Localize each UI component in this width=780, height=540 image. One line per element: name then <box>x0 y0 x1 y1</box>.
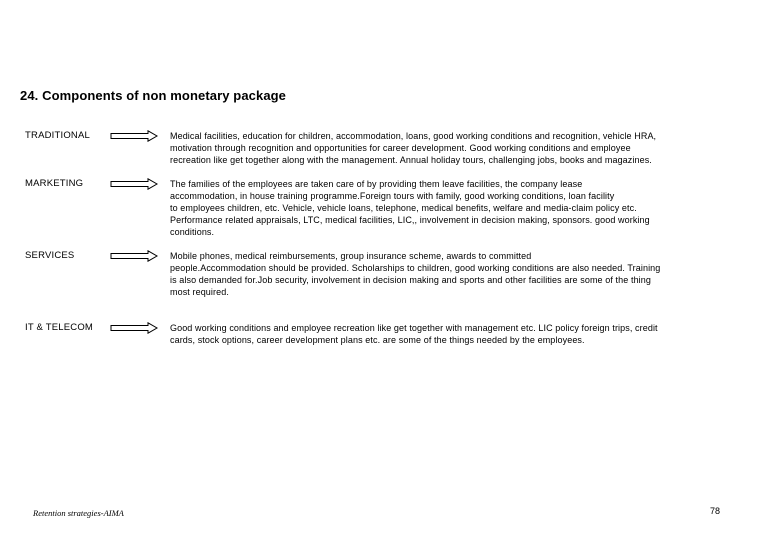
description-line: Medical facilities, education for children, accommodation, loans, good working conditions and recognition, vehicle HRA, <box>170 131 657 141</box>
description-line: conditions. <box>170 227 215 237</box>
category-description <box>170 130 715 166</box>
description-line: motivation through recognition and opportunities for career development. Good working conditions and employee <box>170 143 631 153</box>
description-line: is also demanded for.Job security, involvement in decision making and sports and other facilities are some of the thing <box>170 275 651 285</box>
description-line: recreation like get together along with the management. Annual holiday tours, challenging jobs, books and magazines. <box>170 155 652 165</box>
arrow-right-icon <box>110 178 158 190</box>
page-number: 78 <box>709 506 720 516</box>
description-line: accommodation, in house training programme.Foreign tours with family, good working conditions, loan facility <box>170 191 615 201</box>
page-title: 24. Components of non monetary package <box>20 88 287 103</box>
arrow-right-icon <box>110 250 158 262</box>
category-label: MARKETING <box>25 178 84 189</box>
category-description <box>170 322 715 346</box>
description-line: most required. <box>170 287 229 297</box>
category-label: TRADITIONAL <box>25 130 91 141</box>
description-line: Mobile phones, medical reimbursements, group insurance scheme, awards to committed <box>170 251 532 261</box>
description-line: Performance related appraisals, LTC, medical facilities, LIC,, involvement in decision making, sponsors. good working <box>170 215 650 225</box>
footer-source: Retention strategies-AIMA <box>33 508 124 518</box>
category-label: IT & TELECOM <box>25 322 94 333</box>
category-label: SERVICES <box>25 250 75 261</box>
description-line: The families of the employees are taken care of by providing them leave facilities, the company lease <box>170 179 583 189</box>
category-description <box>170 178 715 238</box>
category-description <box>170 250 715 298</box>
description-line: people.Accommodation should be provided. Scholarships to children, good working conditions are also needed. Training <box>170 263 661 273</box>
description-line: Good working conditions and employee recreation like get together with management etc. LIC policy foreign trips, credit <box>170 323 658 333</box>
description-line: cards, stock options, career development plans etc. are some of the things needed by the employees. <box>170 335 585 345</box>
arrow-right-icon <box>110 322 158 334</box>
arrow-right-icon <box>110 130 158 142</box>
description-line: to employees children, etc. Vehicle, vehicle loans, telephone, medical benefits, welfare and media-claim policy etc. <box>170 203 637 213</box>
